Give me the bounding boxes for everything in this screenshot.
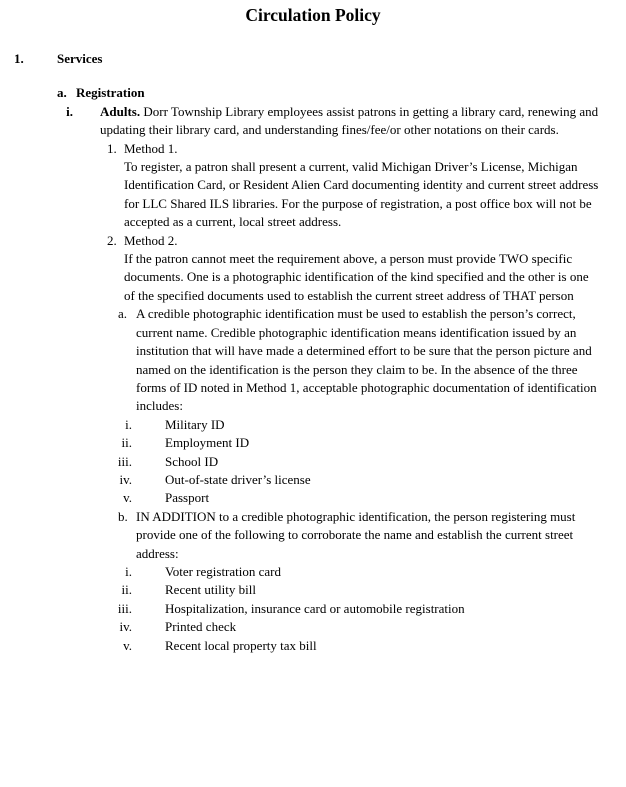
method-2-number: 2. <box>107 232 117 248</box>
item-adults-numeral: i. <box>66 103 73 119</box>
item-adults-paragraph <box>0 103 626 140</box>
list-item-text: Military ID <box>165 416 225 432</box>
method-1-number: 1. <box>107 140 117 156</box>
item-b-letter: b. <box>118 508 128 524</box>
list-item-text: Passport <box>165 490 210 506</box>
section-services <box>0 50 626 68</box>
item-a-block <box>0 305 626 415</box>
list-item-photo-id-2 <box>0 434 626 452</box>
list-item-text: Employment ID <box>165 435 250 451</box>
item-b-block <box>0 508 626 563</box>
method-2-content <box>0 232 626 306</box>
method-1-body: To register, a patron shall present a current, valid Michigan Driver’s License, Michigan Identification Card, or Resident Alien Card documenting identity and current street address for LLC Shared ILS libraries. For the purpose of registration, a post office box will not be accepted as a current, local street address. <box>124 159 599 230</box>
list-item-photo-id-3 <box>0 453 626 471</box>
list-item-address-proof-2 <box>0 581 626 599</box>
list-item-numeral: v. <box>123 637 132 653</box>
list-item-numeral: iii. <box>117 453 132 469</box>
section-number: 1. <box>14 51 24 66</box>
list-item-numeral: i. <box>125 416 132 432</box>
document-title: Circulation Policy <box>245 5 381 25</box>
item-a-letter: a. <box>118 306 128 322</box>
item-b-body: IN ADDITION to a credible photographic identification, the person registering must provide one of the following to corroborate the name and establish the current street address: <box>136 508 576 561</box>
list-item-address-proof-5 <box>0 637 626 655</box>
method-2-block <box>0 232 626 306</box>
list-item-text: Voter registration card <box>165 563 281 579</box>
item-a-body: A credible photographic identification must be used to establish the person’s correct, current name. Credible photographic identification means identification issued by an institution that will have made a determined effort to be sure that the person picture and named on the identification is the person they claim to be. In the absence of the three forms of ID noted in Method 1, acceptable photographic documentation of identification includes: <box>136 306 597 414</box>
list-item-text: School ID <box>165 453 219 469</box>
list-item-photo-id-5 <box>0 489 626 507</box>
list-item-text: Recent local property tax bill <box>165 637 317 653</box>
method-1-title: Method 1. <box>124 140 178 156</box>
list-item-text: Out-of-state driver’s license <box>165 471 311 487</box>
list-item-text: Recent utility bill <box>165 582 256 598</box>
list-item-numeral: iv. <box>119 471 132 487</box>
list-item-text: Printed check <box>165 619 237 635</box>
list-item-text: Hospitalization, insurance card or automobile registration <box>165 600 465 616</box>
subsection-label: Registration <box>76 85 145 101</box>
method-1-content <box>0 140 626 232</box>
list-item-numeral: iii. <box>117 600 132 616</box>
section-label: Services <box>57 51 103 66</box>
list-item-numeral: v. <box>123 490 132 506</box>
list-item-photo-id-4 <box>0 471 626 489</box>
method-1-block <box>0 140 626 232</box>
list-item-numeral: i. <box>125 563 132 579</box>
item-adults <box>0 103 626 140</box>
list-item-address-proof-3 <box>0 600 626 618</box>
list-item-address-proof-4 <box>0 618 626 636</box>
item-adults-text: Dorr Township Library employees assist patrons in getting a library card, renewing and updating their library card, and understanding fines/fee/or other notations on their cards. <box>100 103 599 138</box>
list-item-numeral: ii. <box>121 582 132 598</box>
method-2-body: If the patron cannot meet the requirement above, a person must provide TWO specific documents. One is a photographic identification of the kind specified and the other is one of the specified documents used to establish the current street address of THAT person <box>124 251 589 303</box>
list-item-photo-id-1 <box>0 416 626 434</box>
list-item-numeral: ii. <box>121 435 132 451</box>
item-adults-label: Adults. <box>100 103 141 119</box>
subsection-letter: a. <box>57 85 67 101</box>
list-item-numeral: iv. <box>119 619 132 635</box>
list-item-address-proof-1 <box>0 563 626 581</box>
method-2-title: Method 2. <box>124 232 178 248</box>
subsection-registration <box>0 84 626 102</box>
